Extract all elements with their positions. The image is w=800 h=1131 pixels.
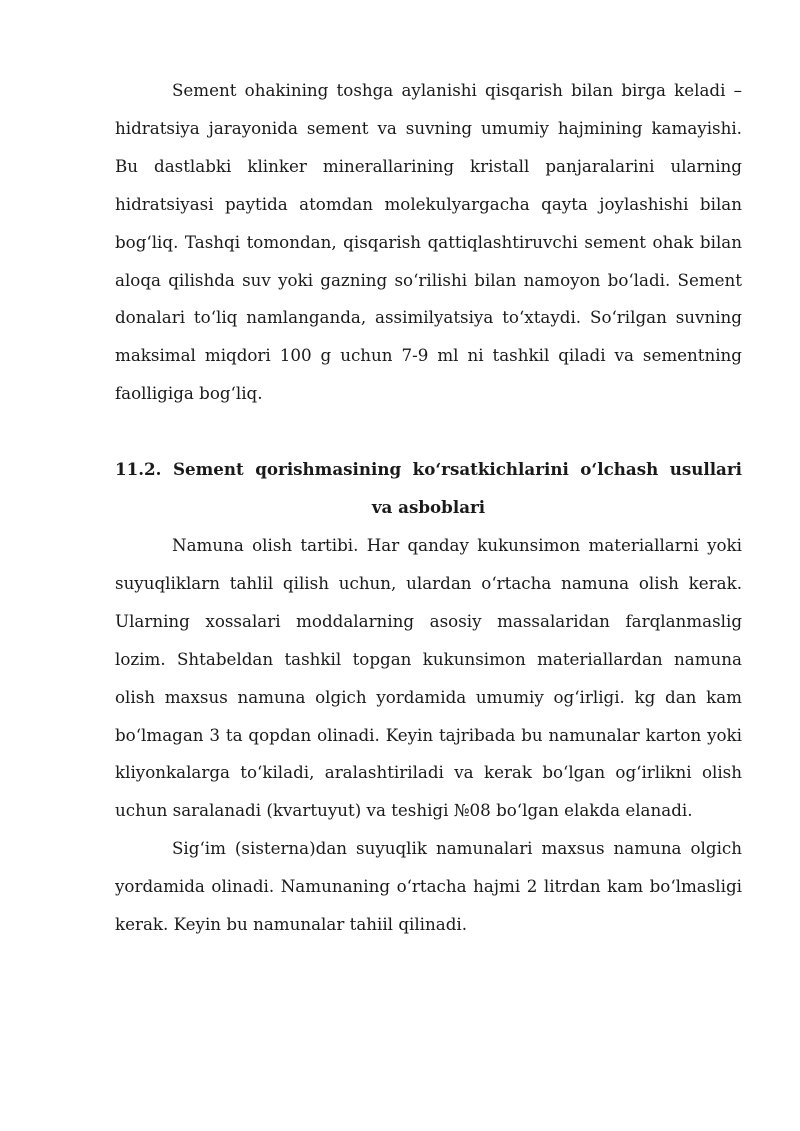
- section-heading-line1: 11.2. Sement qorishmasining ko‘rsatkichlarini o‘lchash usullari: [115, 459, 742, 480]
- document-page: [115, 72, 742, 944]
- paragraph-shrinkage: Sement ohakining toshga aylanishi qisqarish bilan birga keladi – hidratsiya jarayonida sement va suvning umumiy hajmining kamayishi. Bu dastlabki klinker minerallarining kristall panjaralarini ularning hidratsiyasi paytida atomdan molekulyargacha qayta joylashishi bilan bog‘liq. Tashqi tomondan, qisqarish qattiqlashtiruvchi sement ohak bilan aloqa qilishda suv yoki gazning so‘rilishi bilan namoyon bo‘ladi. Sement donalari to‘liq namlanganda, assimilyatsiya to‘xtaydi. So‘rilgan suvning maksimal miqdori 100 g uchun 7-9 ml ni tashkil qiladi va sementning faolligiga bog‘liq.: [115, 80, 742, 404]
- section-heading: [115, 451, 742, 527]
- paragraph-liquid-sampling: Sig‘im (sisterna)dan suyuqlik namunalari maxsus namuna olgich yordamida olinadi. Namunaning o‘rtacha hajmi 2 litrdan kam bo‘lmasligi kerak. Keyin bu namunalar tahiil qilinadi.: [115, 838, 742, 935]
- paragraph-sampling-procedure: Namuna olish tartibi. Har qanday kukunsimon materiallarni yoki suyuqliklarn tahlil qilish uchun, ulardan o‘rtacha namuna olish kerak. Ularning xossalari moddalarning asosiy massalaridan farqlanmaslig lozim. Shtabeldan tashkil topgan kukunsimon materiallardan namuna olish maxsus namuna olgich yordamida umumiy og‘irligi. kg dan kam bo‘lmagan 3 ta qopdan olinadi. Keyin tajribada bu namunalar karton yoki kliyonkalarga to‘kiladi, aralashtiriladi va kerak bo‘lgan og‘irlikni olish uchun saralanadi (kvartuyut) va teshigi №08 bo‘lgan elakda elanadi.: [115, 534, 742, 821]
- section-heading-line2: va asboblari: [371, 497, 486, 518]
- section-gap: [115, 413, 742, 451]
